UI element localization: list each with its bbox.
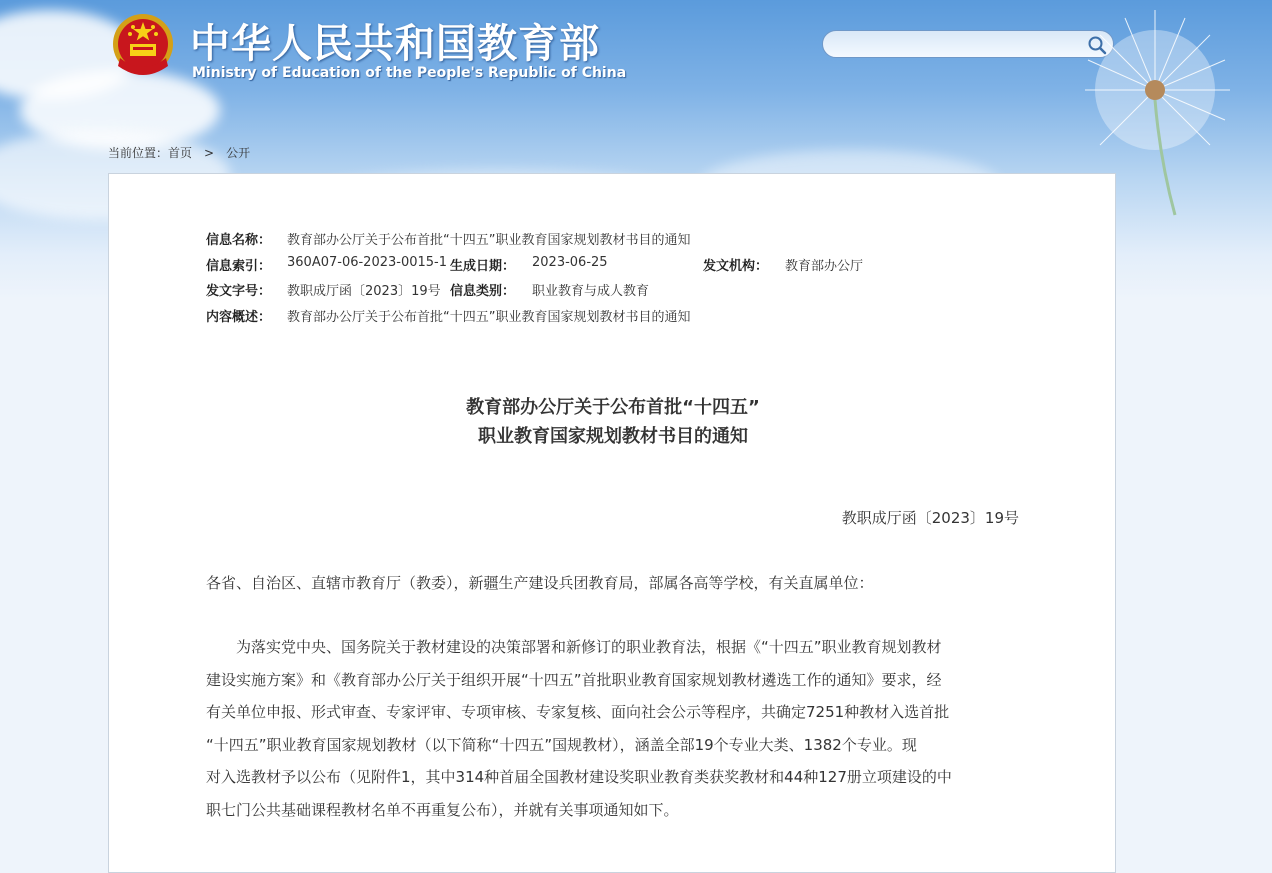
breadcrumb-prefix: 当前位置： [108,146,169,160]
content-card [108,173,1116,873]
greeting: 各省、自治区、直辖市教育厅（教委），新疆生产建设兵团教育局，部属各高等学校，有关直属单位： [206,574,874,592]
article-paragraph [206,631,1026,827]
site-title: 中华人民共和国教育部 [190,21,600,67]
breadcrumb-item-home[interactable]: 首页 [168,146,193,160]
breadcrumb-item-public[interactable]: 公开 [226,146,251,160]
breadcrumb [108,144,250,161]
paragraph-line: 建设实施方案》和《教育部办公厅关于组织开展“十四五”首批职业教育国家规划教材遴选工作的通知》要求，经 [206,670,942,689]
meta-category-label: 信息类别： [450,284,516,299]
meta-index-value: 360A07-06-2023-0015-1 [287,255,447,270]
meta-date-value: 2023-06-25 [532,255,608,270]
document-number: 教职成厅函〔2023〕19号 [841,509,1019,527]
meta-date-label: 生成日期： [450,259,516,274]
meta-category-value: 职业教育与成人教育 [532,284,650,299]
national-emblem-icon [110,12,176,80]
meta-index-label: 信息索引： [206,259,272,274]
breadcrumb-separator: > [204,146,215,160]
meta-summary-value: 教育部办公厅关于公布首批“十四五”职业教育国家规划教材书目的通知 [287,310,691,325]
article-title [109,393,1117,451]
meta-name-value: 教育部办公厅关于公布首批“十四五”职业教育国家规划教材书目的通知 [287,233,691,248]
meta-issuer-value: 教育部办公厅 [785,259,864,274]
meta-docno-value: 教职成厅函〔2023〕19号 [287,284,441,299]
paragraph-line: 对入选教材予以公布（见附件1，其中314种首届全国教材建设奖职业教育类获奖教材和44种127册立项建设的中 [206,768,952,787]
meta-issuer-label: 发文机构： [703,259,769,274]
paragraph-line: 有关单位申报、形式审查、专家评审、专项审核、专家复核、面向社会公示等程序，共确定7251种教材入选首批 [206,703,950,722]
paragraph-line: “十四五”职业教育国家规划教材（以下简称“十四五”国规教材），涵盖全部19个专业大类、1382个专业。现 [206,735,917,754]
search-input[interactable] [833,34,1087,56]
meta-name-label: 信息名称： [206,233,272,248]
meta-summary-label: 内容概述： [206,310,272,325]
article-title-line2: 职业教育国家规划教材书目的通知 [478,426,748,447]
article-title-line1: 教育部办公厅关于公布首批“十四五” [466,397,760,418]
site-subtitle: Ministry of Education of the People's Republic of China [192,65,627,81]
paragraph-line: 职七门公共基础课程教材名单不再重复公布），并就有关事项通知如下。 [206,800,679,819]
paragraph-line: 为落实党中央、国务院关于教材建设的决策部署和新修订的职业教育法，根据《“十四五”职业教育规划教材 [206,638,942,656]
meta-docno-label: 发文字号： [206,284,272,299]
